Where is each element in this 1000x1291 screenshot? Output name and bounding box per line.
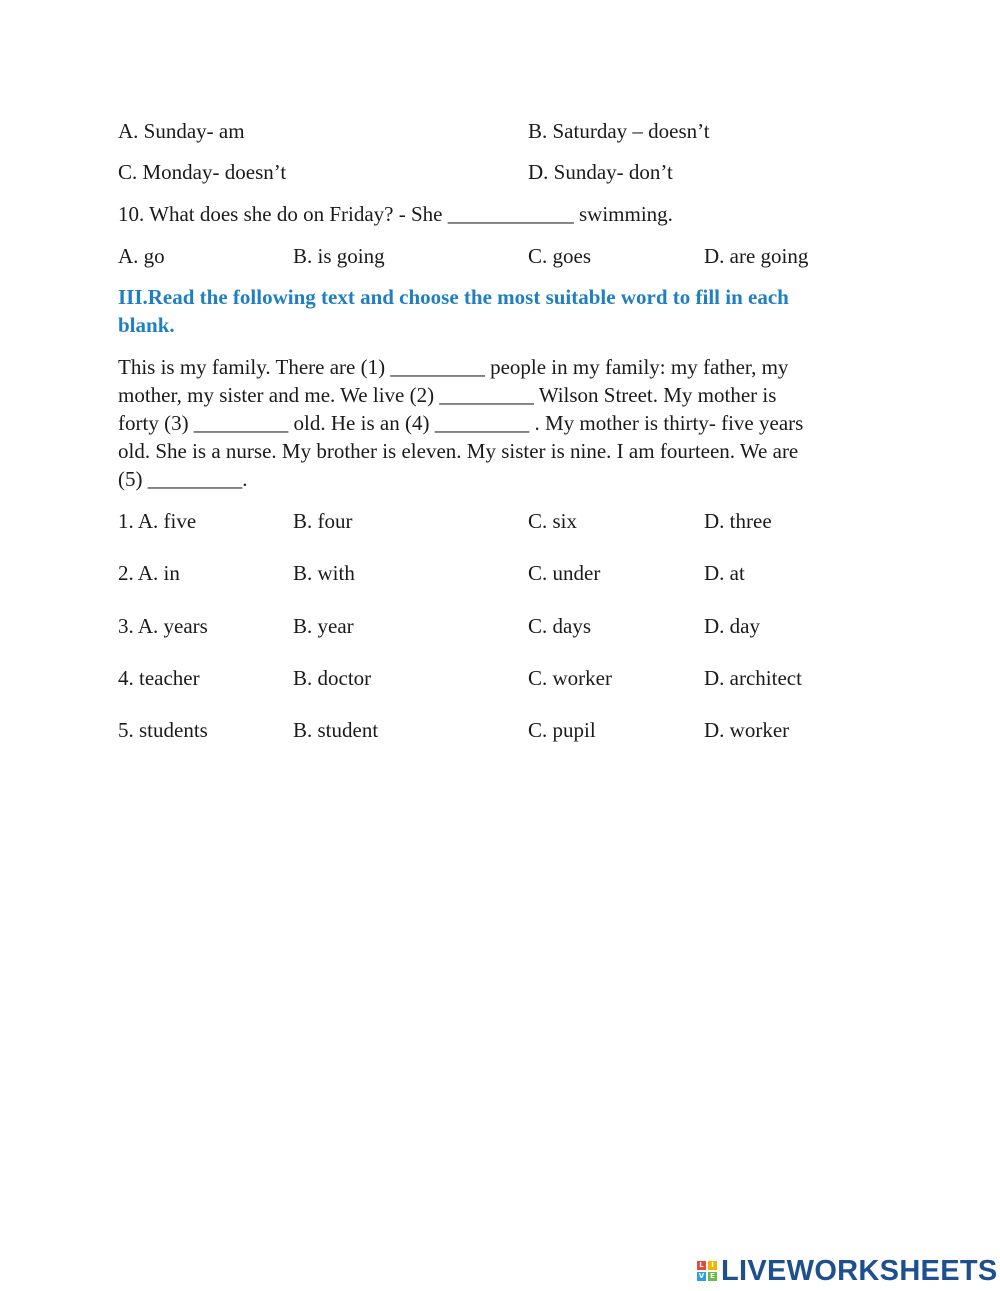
passage-line: mother, my sister and me. We live (2) _________ Wilson Street. My mother is xyxy=(118,383,777,407)
s3-q1-option-c[interactable]: C. six xyxy=(528,509,578,533)
s3-q4-option-b[interactable]: B. doctor xyxy=(293,666,372,690)
s3-q2-option-b[interactable]: B. with xyxy=(293,561,355,585)
s3-q3-option-b[interactable]: B. year xyxy=(293,614,354,638)
logo-text: LIVEWORKSHEETS xyxy=(721,1254,998,1287)
q10-option-b[interactable]: B. is going xyxy=(293,244,385,268)
section3-heading-line2: blank. xyxy=(118,313,175,337)
s3-q3-option-c[interactable]: C. days xyxy=(528,614,591,638)
q10-option-c[interactable]: C. goes xyxy=(528,244,591,268)
q10-prompt: 10. What does she do on Friday? - She ____________ swimming. xyxy=(118,202,673,226)
logo-mark-icon xyxy=(697,1261,717,1281)
passage-line: This is my family. There are (1) _________ people in my family: my father, my xyxy=(118,355,789,379)
s3-q5-option-c[interactable]: C. pupil xyxy=(528,718,596,742)
s3-q5-option-d[interactable]: D. worker xyxy=(704,718,790,742)
passage-line: forty (3) _________ old. He is an (4) _________ . My mother is thirty- five years xyxy=(118,411,804,435)
q10-option-a[interactable]: A. go xyxy=(118,244,165,268)
liveworksheets-logo xyxy=(697,1256,998,1286)
s3-q4-option-c[interactable]: C. worker xyxy=(528,666,612,690)
logo-mark-l: L xyxy=(697,1261,706,1270)
passage-line: old. She is a nurse. My brother is eleven. My sister is nine. I am fourteen. We are xyxy=(118,439,799,463)
reading-passage xyxy=(118,353,878,493)
s3-q2-option-d[interactable]: D. at xyxy=(704,561,745,585)
s3-q2-option-a[interactable]: 2. A. in xyxy=(118,561,180,585)
s3-q5-option-b[interactable]: B. student xyxy=(293,718,379,742)
s3-q1-option-a[interactable]: 1. A. five xyxy=(118,509,197,533)
section3-heading-line1: III.Read the following text and choose the most suitable word to fill in each xyxy=(118,285,789,309)
s3-q1-option-b[interactable]: B. four xyxy=(293,509,353,533)
q10-option-d[interactable]: D. are going xyxy=(704,244,809,268)
logo-mark-e: E xyxy=(708,1272,717,1281)
s3-q4-option-d[interactable]: D. architect xyxy=(704,666,802,690)
q9-option-c[interactable]: C. Monday- doesn’t xyxy=(118,160,287,184)
s3-q5-option-a[interactable]: 5. students xyxy=(118,718,208,742)
logo-mark-v: V xyxy=(698,1272,705,1280)
s3-q1-option-d[interactable]: D. three xyxy=(704,509,772,533)
s3-q3-option-a[interactable]: 3. A. years xyxy=(118,614,208,638)
passage-line: (5) _________. xyxy=(118,467,248,491)
s3-q3-option-d[interactable]: D. day xyxy=(704,614,760,638)
q9-option-a[interactable]: A. Sunday- am xyxy=(118,119,245,143)
logo-mark-i: I xyxy=(708,1261,717,1270)
q9-option-d[interactable]: D. Sunday- don’t xyxy=(528,160,673,184)
q9-option-b[interactable]: B. Saturday – doesn’t xyxy=(528,119,710,143)
section3-heading xyxy=(118,283,878,339)
s3-q4-option-a[interactable]: 4. teacher xyxy=(118,666,200,690)
s3-q2-option-c[interactable]: C. under xyxy=(528,561,601,585)
